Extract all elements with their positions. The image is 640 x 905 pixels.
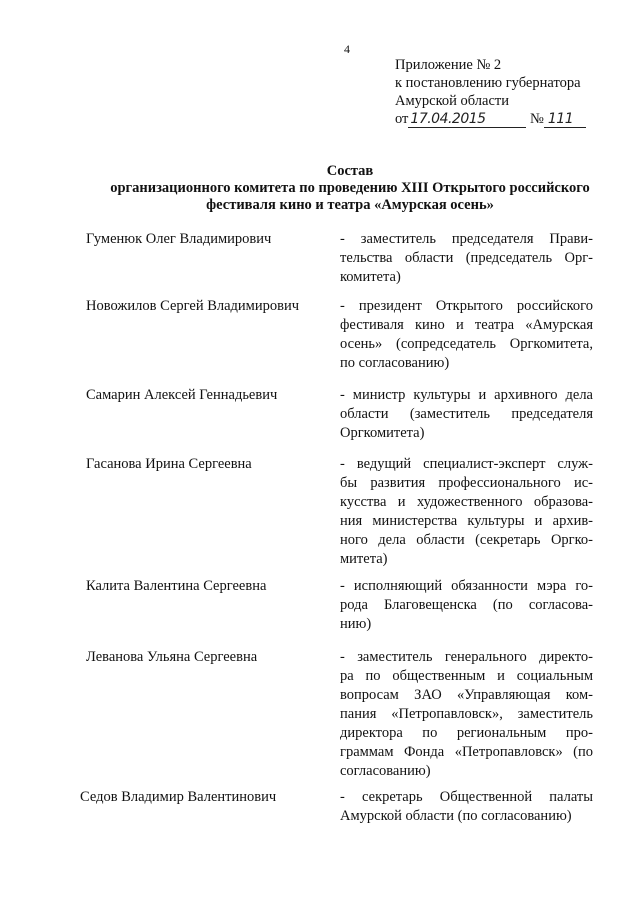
page-number: 4 bbox=[344, 42, 350, 56]
member-name: Гуменюк Олег Владимирович bbox=[86, 231, 272, 247]
role-line: ния министерства культуры и архив- bbox=[340, 513, 593, 529]
role-line: ного дела области (секретарь Оргко- bbox=[340, 532, 593, 548]
title-line-3: фестиваля кино и театра «Амурская осень» bbox=[206, 197, 494, 213]
handwritten-number: 111 bbox=[544, 112, 586, 128]
role-line: граммам Фонда «Петропавловск» (по bbox=[340, 744, 593, 760]
date-prefix: от bbox=[395, 111, 409, 127]
role-line: - министр культуры и архивного дела bbox=[340, 387, 593, 403]
member-role bbox=[340, 788, 593, 826]
role-line: Амурской области (по согласованию) bbox=[340, 808, 572, 824]
role-line: - заместитель генерального директо- bbox=[340, 649, 593, 665]
member-name: Новожилов Сергей Владимирович bbox=[86, 298, 300, 314]
member-role bbox=[340, 230, 593, 287]
role-line: рода Благовещенска (по согласова- bbox=[340, 597, 593, 613]
member-name: Леванова Ульяна Сергеевна bbox=[86, 649, 258, 665]
role-line: по согласованию) bbox=[340, 355, 450, 371]
appendix-line-1: Приложение № 2 bbox=[395, 57, 502, 73]
title-line-2: организационного комитета по проведению XIII Открытого российского bbox=[110, 180, 590, 196]
role-line: ра по общественным и социальным bbox=[340, 668, 593, 684]
role-line: фестиваля кино и театра «Амурская bbox=[340, 317, 593, 333]
member-role bbox=[340, 648, 593, 781]
role-line: нию) bbox=[340, 616, 372, 632]
member-role bbox=[340, 577, 593, 634]
member-name: Самарин Алексей Геннадьевич bbox=[86, 387, 278, 403]
appendix-line-3: Амурской области bbox=[395, 93, 509, 109]
role-line: пания «Петропавловск», заместитель bbox=[340, 706, 593, 722]
role-line: кусства и художественного образова- bbox=[340, 494, 593, 510]
member-name: Калита Валентина Сергеевна bbox=[86, 578, 267, 594]
role-line: директора по региональным про- bbox=[340, 725, 593, 741]
role-line: - секретарь Общественной палаты bbox=[340, 789, 593, 805]
role-line: тельства области (председатель Орг- bbox=[340, 250, 593, 266]
role-line: - исполняющий обязанности мэра го- bbox=[340, 578, 593, 594]
member-role bbox=[340, 455, 593, 569]
appendix-line-2: к постановлению губернатора bbox=[395, 75, 581, 91]
role-line: комитета) bbox=[340, 269, 401, 285]
role-line: вопросам ЗАО «Управляющая ком- bbox=[340, 687, 593, 703]
member-name: Гасанова Ирина Сергеевна bbox=[86, 456, 252, 472]
member-role bbox=[340, 386, 593, 443]
role-line: бы развития профессионального ис- bbox=[340, 475, 593, 491]
role-line: - заместитель председателя Прави- bbox=[340, 231, 593, 247]
number-prefix: № bbox=[530, 111, 544, 127]
role-line: - ведущий специалист-эксперт служ- bbox=[340, 456, 593, 472]
role-line: согласованию) bbox=[340, 763, 431, 779]
role-line: Оргкомитета) bbox=[340, 425, 425, 441]
member-role bbox=[340, 297, 593, 373]
role-line: области (заместитель председателя bbox=[340, 406, 593, 422]
handwritten-date: 17.04.2015 bbox=[408, 112, 526, 128]
title-line-1: Состав bbox=[326, 163, 374, 179]
role-line: - президент Открытого российского bbox=[340, 298, 593, 314]
role-line: митета) bbox=[340, 551, 388, 567]
member-name: Седов Владимир Валентинович bbox=[80, 789, 277, 805]
role-line: осень» (сопредседатель Оргкомитета, bbox=[340, 336, 593, 352]
